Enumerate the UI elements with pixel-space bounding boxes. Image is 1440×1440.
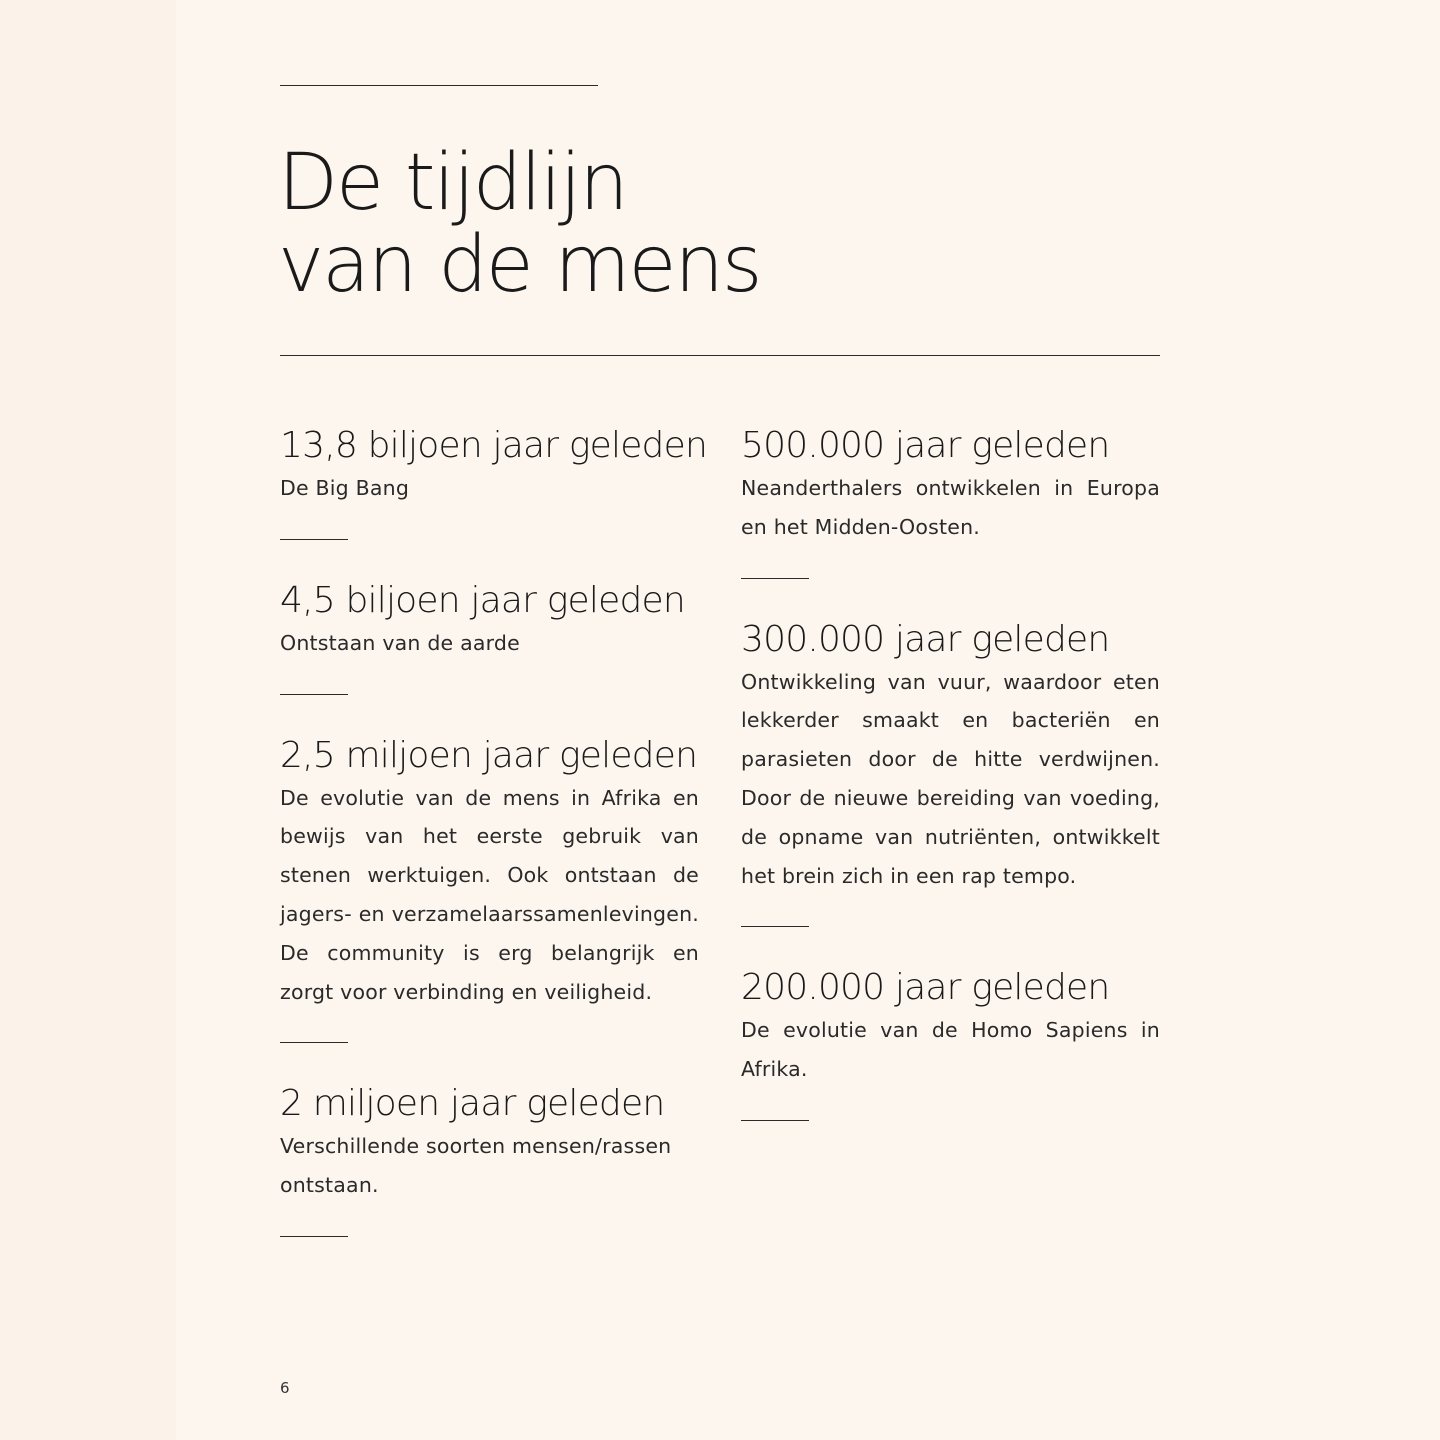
entry-heading: 2 miljoen jaar geleden — [280, 1083, 665, 1125]
entry-divider — [280, 1042, 348, 1043]
entry-text: Ontwikkeling van vuur, waardoor eten lekkerder smaakt en bacteriën en parasieten door de hitte verdwijnen. Door de nieuwe bereiding van voeding, de opname van nutriënten, ontwikkelt het brein zich in een rap tempo. — [741, 669, 1160, 888]
entry-text: Verschillende soorten mensen/rassen ontstaan. — [280, 1134, 672, 1198]
entry-text: De Big Bang — [280, 476, 410, 500]
timeline-entry — [741, 617, 1160, 928]
page-margin — [0, 0, 176, 1440]
timeline-entry — [741, 423, 1160, 579]
title-line-1: De tijdlijn — [278, 138, 627, 228]
entry-divider — [741, 1120, 809, 1121]
timeline-entry — [280, 733, 699, 1044]
entry-heading: 200.000 jaar geleden — [741, 967, 1110, 1009]
timeline-entry — [741, 965, 1160, 1121]
page-title — [278, 138, 761, 310]
page-number: 6 — [280, 1379, 290, 1397]
entry-heading: 4,5 biljoen jaar geleden — [280, 579, 685, 621]
title-line-2: van de mens — [278, 220, 761, 310]
entry-heading: 300.000 jaar geleden — [741, 618, 1110, 660]
timeline-left-column — [280, 423, 707, 1275]
entry-heading: 2,5 miljoen jaar geleden — [280, 734, 698, 776]
top-rule — [280, 85, 598, 86]
entry-text: Neanderthalers ontwikkelen in Europa en het Midden-Oosten. — [741, 476, 1160, 539]
entry-text: De evolutie van de Homo Sapiens in Afrika. — [741, 1018, 1160, 1082]
timeline-entry — [280, 423, 707, 540]
entry-divider — [741, 926, 809, 927]
entry-heading: 13,8 biljoen jaar geleden — [280, 425, 707, 466]
timeline-right-column — [741, 423, 1160, 1159]
entry-divider — [741, 578, 809, 579]
timeline-entry — [280, 578, 699, 695]
entry-text: Ontstaan van de aarde — [280, 630, 520, 655]
entry-divider — [280, 1236, 348, 1237]
section-rule — [280, 355, 1160, 356]
entry-divider — [280, 539, 348, 540]
entry-divider — [280, 694, 348, 695]
entry-heading: 500.000 jaar geleden — [741, 425, 1110, 466]
entry-text: De evolutie van de mens in Afrika en bewijs van het eerste gebruik van stenen werktuigen. Ook ontstaan de jagers- en verzamelaarssamenlevingen. De community is erg belangrijk en zorgt voor verbinding en veiligheid. — [280, 785, 699, 1004]
timeline-entry — [280, 1081, 699, 1237]
